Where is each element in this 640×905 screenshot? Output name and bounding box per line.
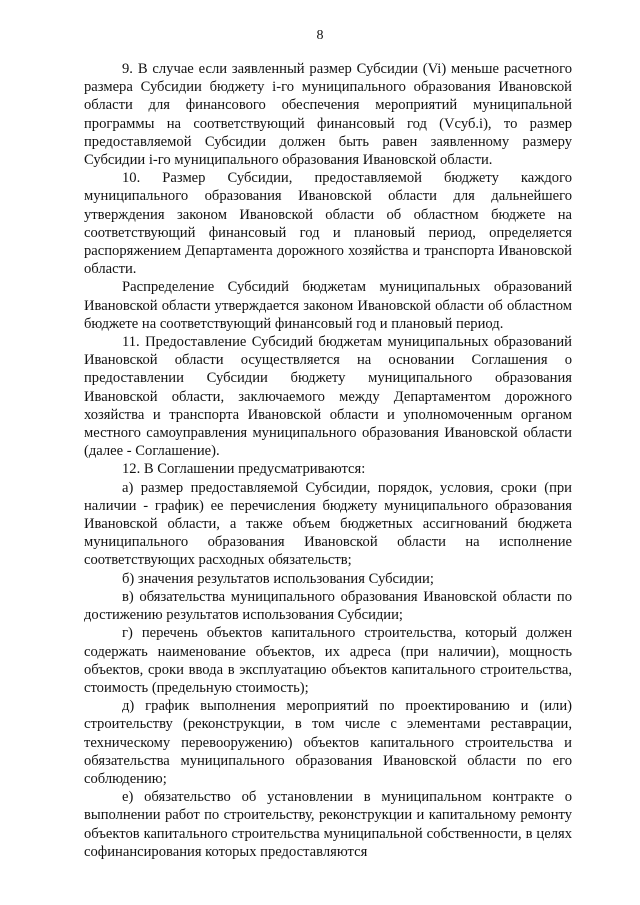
paragraph-11: 11. Предоставление Субсидий бюджетам муниципальных образований Ивановской области осуществляется на основании Соглашения о предоставлении Субсидии бюджету муниципального образования Ивановской области, заключаемого между Департаментом дорожного хозяйства и транспорта Ивановской области и уполномоченным органом местного самоуправления муниципального образования Ивановской области (далее - Соглашение). [84, 334, 572, 460]
document-body [84, 60, 572, 861]
paragraph-9: 9. В случае если заявленный размер Субсидии (Vi) меньше расчетного размера Субсидии бюджету i-го муниципального образования Ивановской области для финансового обеспечения мероприятий муниципальной программы на соответствующий финансовый год (Vсуб.i), то размер предоставляемой Субсидии должен быть равен заявленному размеру Субсидии i-го муниципального образования Ивановской области. [84, 61, 572, 169]
paragraph-12-heading: 12. В Соглашении предусматриваются: [122, 461, 366, 478]
list-item-e: е) обязательство об установлении в муниципальном контракте о выполнении работ по строительству, реконструкции и капитальному ремонту объектов капитального строительства муниципальной собственности, в целях софинансирования которых предоставляются [84, 789, 572, 860]
list-item-v: в) обязательства муниципального образования Ивановской области по достижению результатов использования Субсидии; [84, 588, 572, 624]
list-item-a: а) размер предоставляемой Субсидии, порядок, условия, сроки (при наличии - график) ее перечисления бюджету муниципального образования Ивановской области, а также объем бюджетных ассигнований бюджета муниципального образования Ивановской области на исполнение соответствующих расходных обязательств; [84, 479, 572, 569]
list-item-d: д) график выполнения мероприятий по проектированию и (или) строительству (реконструкции, в том числе с элементами реставрации, техническому перевооружению) объектов капитального строительства и обязательства муниципального образования Ивановской области по его соблюдению; [84, 698, 572, 787]
page-number: 8 [316, 28, 324, 43]
paragraph-10: 10. Размер Субсидии, предоставляемой бюджету каждого муниципального образования Ивановской области для дальнейшего утверждения законом Ивановской области об областном бюджете на соответствующий финансовый год и плановый период, определяется распоряжением Департамента дорожного хозяйства и транспорта Ивановской области. [84, 170, 572, 278]
paragraph-10-distribution: Распределение Субсидий бюджетам муниципальных образований Ивановской области утверждается законом Ивановской области об областном бюджете на соответствующий финансовый год и плановый период. [84, 279, 572, 332]
list-item-g: г) перечень объектов капитального строительства, который должен содержать наименование объектов, их адреса (при наличии), мощность объектов, сроки ввода в эксплуатацию объектов капитального строительства, стоимость (предельную стоимость); [84, 625, 572, 696]
list-item-b: б) значения результатов использования Субсидии; [122, 570, 434, 587]
